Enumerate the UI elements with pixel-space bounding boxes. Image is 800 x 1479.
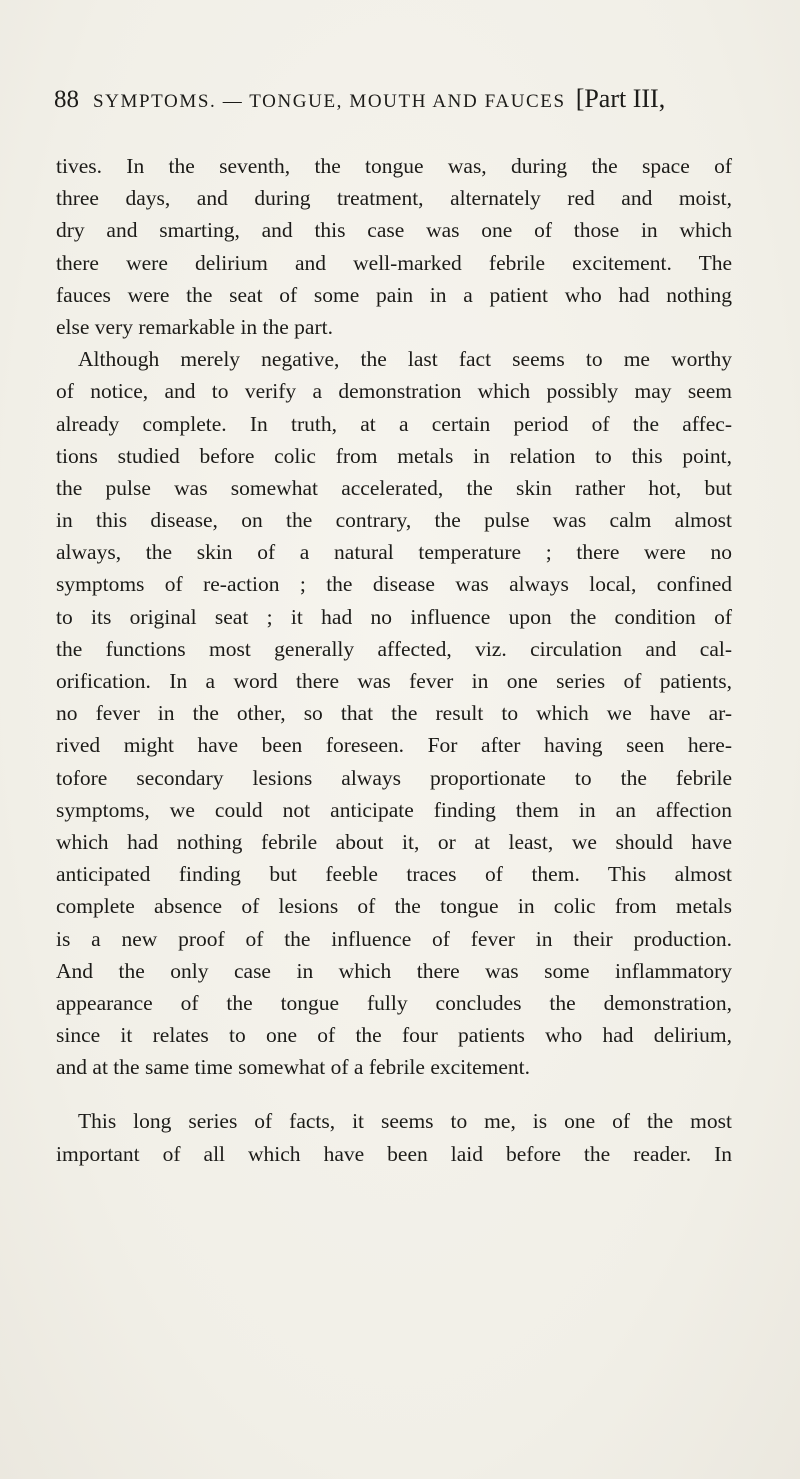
text-line: to its original seat ; it had no influence upon the condition of — [56, 604, 732, 629]
text-line: tofore secondary lesions always proportionate to the febrile — [56, 765, 732, 790]
running-title: SYMPTOMS. — TONGUE, MOUTH AND FAUCES — [93, 91, 566, 112]
text-line: important of all which have been laid before the reader. In — [56, 1141, 732, 1166]
text-line: there were delirium and well-marked febrile excitement. The — [56, 250, 732, 275]
running-head — [54, 84, 744, 118]
text-line: no fever in the other, so that the result to which we have ar- — [56, 701, 732, 726]
text-line: symptoms, we could not anticipate finding them in an affection — [56, 797, 732, 822]
text-line: tives. In the seventh, the tongue was, during the space of — [56, 154, 732, 178]
text-line: appearance of the tongue fully concludes the demonstration, — [56, 990, 732, 1015]
page-number: 88 — [54, 86, 79, 113]
text-line: anticipated finding but feeble traces of them. This almost — [56, 862, 732, 887]
text-line: the pulse was somewhat accelerated, the skin rather hot, but — [56, 475, 732, 500]
text-line: always, the skin of a natural temperature ; there were no — [56, 540, 732, 565]
text-line: rived might have been foreseen. For after having seen here- — [56, 733, 732, 758]
paragraph-2 — [56, 343, 732, 1083]
text-line: in this disease, on the contrary, the pulse was calm almost — [56, 508, 732, 533]
text-line: tions studied before colic from metals in relation to this point, — [56, 443, 732, 468]
text-line: which had nothing febrile about it, or at least, we should have — [56, 829, 732, 854]
text-line: complete absence of lesions of the tongue in colic from metals — [56, 894, 732, 919]
text-line: else very remarkable in the part. — [56, 314, 333, 339]
text-line: orification. In a word there was fever in one series of patients, — [56, 669, 732, 693]
text-line: the functions most generally affected, viz. circulation and cal- — [56, 636, 732, 661]
text-line: dry and smarting, and this case was one of those in which — [56, 218, 732, 243]
text-line: three days, and during treatment, alternately red and moist, — [56, 186, 732, 211]
text-line: symptoms of re-action ; the disease was always local, confined — [56, 572, 732, 597]
text-line: of notice, and to verify a demonstration which possibly may seem — [56, 379, 732, 404]
text-line: since it relates to one of the four patients who had delirium, — [56, 1023, 732, 1048]
part-label: [Part III, — [575, 84, 666, 113]
paragraph-1 — [56, 150, 732, 343]
body-text — [56, 150, 732, 1170]
text-line: is a new proof of the influence of fever in their production. — [56, 926, 732, 951]
text-line: Although merely negative, the last fact seems to me worthy — [78, 347, 732, 372]
text-line: And the only case in which there was some inflammatory — [56, 958, 732, 983]
text-line: already complete. In truth, at a certain period of the affec- — [56, 411, 732, 436]
paragraph-gap — [56, 1083, 732, 1105]
paragraph-3 — [56, 1105, 732, 1169]
text-line: and at the same time somewhat of a febrile excitement. — [56, 1055, 531, 1080]
text-line: This long series of facts, it seems to me, is one of the most — [78, 1109, 732, 1134]
text-line: fauces were the seat of some pain in a patient who had nothing — [56, 282, 732, 307]
